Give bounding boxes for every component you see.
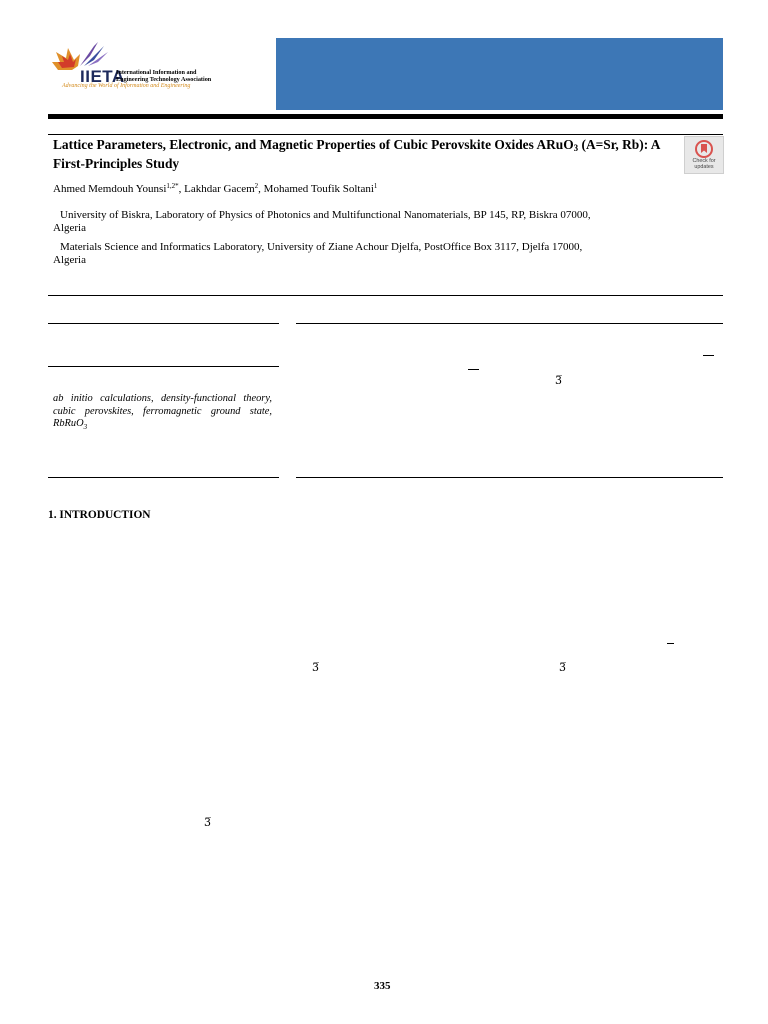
author-list: Ahmed Memdouh Younsi$^{1,2*}$, Lakhdar Gacem$^2$, Mohamed Toufik Soltani$^1$ [53, 182, 378, 195]
overline-mark [703, 355, 714, 356]
article-info-bottom-rule [48, 477, 279, 478]
logo-wordmark: IIETA [80, 67, 125, 86]
affiliation: University of Biskra, Laboratory of Physics of Photonics and Multifunctional Nanomaterials, BP 145, RP, Biskra 07000, Algeria [53, 209, 591, 234]
check-for-updates-icon [695, 140, 713, 158]
abstract-rule [296, 323, 723, 324]
section-heading: 1. INTRODUCTION [48, 509, 151, 521]
author-name: Ahmed Memdouh Younsi [53, 183, 167, 195]
affiliation: Materials Science and Informatics Laboratory, University of Ziane Achour Djelfa, PostOffice Box 3117, Djelfa 17000, Algeria [53, 241, 583, 266]
overline-mark [468, 369, 479, 370]
paper-title: Lattice Parameters, Electronic, and Magnetic Properties of Cubic Perovskite Oxides ARuO$_3$ (A=Sr, Rb): A First-Principles Study [53, 137, 660, 171]
page-number: 335 [374, 980, 391, 992]
space-group-symbol: 3̅ [204, 816, 211, 829]
keywords: ab initio calculations, density-functional theory, cubic perovskites, ferromagnetic ground state, RbRuO$_3$ [53, 393, 272, 432]
space-group-symbol: 3̅ [559, 661, 566, 674]
article-info-rule [48, 323, 279, 324]
header-banner [276, 38, 723, 110]
abstract-bottom-rule [296, 477, 723, 478]
organization-name: International Information and Engineering Technology Association [116, 69, 212, 83]
header-rule [48, 114, 723, 119]
keywords-rule [48, 366, 279, 367]
author-name: Lakhdar Gacem [184, 183, 255, 195]
check-for-updates-badge[interactable]: Check for updates [684, 136, 724, 174]
space-group-symbol: 3̅ [555, 374, 562, 387]
logo-tagline: Advancing the World of Information and Engineering [62, 83, 191, 89]
space-group-symbol: 3̅ [312, 661, 319, 674]
title-rule [48, 134, 723, 135]
author-name: Mohamed Toufik Soltani [263, 183, 374, 195]
iieta-logo [50, 38, 245, 104]
overline-mark [667, 643, 674, 644]
section-divider [48, 295, 723, 296]
